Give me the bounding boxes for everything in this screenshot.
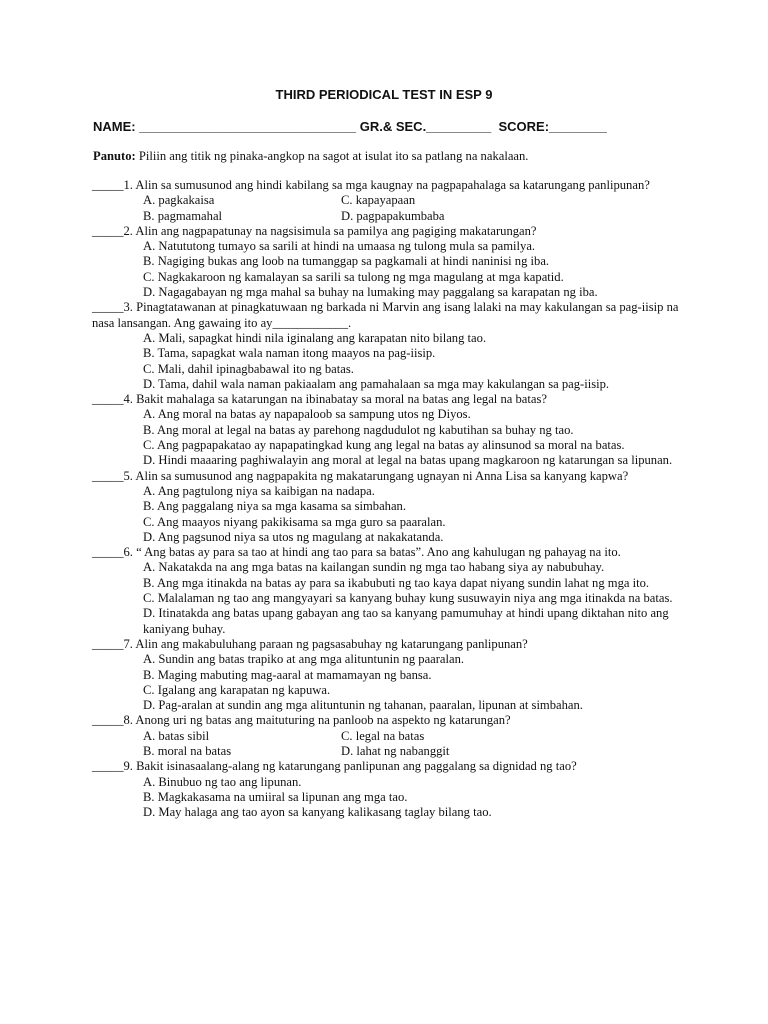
choice-option: B. Tama, sapagkat wala naman itong maayos na pag-iisip. <box>143 346 436 361</box>
choice-option: D. Ang pagsunod niya sa utos ng magulang at nakakatanda. <box>143 529 444 544</box>
choice-option: B. Ang mga itinakda na batas ay para sa ikabubuti ng tao kaya dapat niyang sundin lahat ng mga ito. <box>143 575 650 590</box>
question-stem: _____4. Bakit mahalaga sa katarungan na ibinabatay sa moral na batas ang legal na batas? <box>92 392 547 407</box>
instructions-label: Panuto: <box>93 149 136 163</box>
question-item <box>92 637 682 713</box>
choice-list <box>143 239 682 300</box>
choice-option: C. Igalang ang karapatan ng kapuwa. <box>143 682 331 697</box>
question-stem: _____2. Alin ang nagpapatunay na nagsisimula sa pamilya ang pagiging makatarungan? <box>92 223 537 238</box>
question-item <box>92 469 682 545</box>
question-stem: _____8. Anong uri ng batas ang maituturing na panloob na aspekto ng katarungan? <box>92 713 511 728</box>
page-title: THIRD PERIODICAL TEST IN ESP 9 <box>275 87 493 102</box>
choice-option: D. Itinatakda ang batas upang gabayan ang tao sa kanyang pamumuhay at hindi upang diktahan nito ang kaniyang buhay. <box>143 606 669 636</box>
choice-option: A. Mali, sapagkat hindi nila iginalang ang karapatan nito bilang tao. <box>143 330 487 345</box>
choice-list <box>143 775 682 821</box>
choice-option: A. Ang moral na batas ay napapaloob sa sampung utos ng Diyos. <box>143 407 471 422</box>
choice-option: B. pagmamahal <box>143 208 223 223</box>
choice-option: B. Nagiging bukas ang loob na tumanggap sa pagkamali at hindi naninisi ng iba. <box>143 254 550 269</box>
choice-option: D. Tama, dahil wala naman pakiaalam ang pamahalaan sa mga may kakulangan sa pag-iisip. <box>143 376 610 391</box>
choice-list <box>143 407 682 468</box>
choice-option: A. Binubuo ng tao ang lipunan. <box>143 774 302 789</box>
choice-grid <box>143 729 682 760</box>
question-item <box>92 545 682 637</box>
choice-option: D. pagpapakumbaba <box>341 208 445 223</box>
instructions-text: Piliin ang titik ng pinaka-angkop na sagot at isulat ito sa patlang na nakalaan. <box>135 149 529 163</box>
question-stem: _____9. Bakit isinasaalang-alang ng katarungang panlipunan ang paggalang sa dignidad ng tao? <box>92 759 577 774</box>
choice-option: A. pagkakaisa <box>143 193 215 208</box>
choice-option: C. Ang pagpapakatao ay napapatingkad kung ang legal na batas ay alinsunod sa moral na batas. <box>143 438 625 453</box>
question-stem: _____7. Alin ang makabuluhang paraan ng pagsasabuhay ng katarungang panlipunan? <box>92 636 528 651</box>
choice-list <box>143 652 682 713</box>
choice-list <box>143 331 682 392</box>
question-item <box>92 224 682 300</box>
instructions <box>93 149 693 164</box>
choice-option: A. Ang pagtulong niya sa kaibigan na nadapa. <box>143 483 375 498</box>
question-stem: _____5. Alin sa sumusunod ang nagpapakita ng makatarungang ugnayan ni Anna Lisa sa kanyang kapwa? <box>92 468 629 483</box>
choice-option: D. May halaga ang tao ayon sa kanyang kalikasang taglay bilang tao. <box>143 805 492 820</box>
choice-option: C. kapayapaan <box>341 193 416 208</box>
question-stem: _____1. Alin sa sumusunod ang hindi kabilang sa mga kaugnay na pagpapahalaga sa katarungang panlipunan? <box>92 178 650 192</box>
student-info-header: NAME: ______________________________ GR.& SEC._________ SCORE:________ <box>93 119 607 134</box>
choice-option: C. Malalaman ng tao ang mangyayari sa kanyang buhay kung susuwayin niya ang mga itinakda na batas. <box>143 591 673 606</box>
choice-option: C. Nagkakaroon ng kamalayan sa sarili sa tulong ng mga magulang at mga kapatid. <box>143 269 564 284</box>
question-item <box>92 713 682 759</box>
choice-list <box>143 484 682 545</box>
choice-option: A. Nakatakda na ang mga batas na kailangan sundin ng mga tao habang siya ay nabubuhay. <box>143 560 605 575</box>
choice-option: B. Maging mabuting mag-aaral at mamamayan ng bansa. <box>143 667 432 682</box>
question-item <box>92 178 682 224</box>
choice-option: B. Magkakasama na umiiral sa lipunan ang mga tao. <box>143 789 408 804</box>
question-stem: _____3. Pinagtatawanan at pinagkatuwaan ng barkada ni Marvin ang isang lalaki na may kakulangan sa pag-iisip na nasa lansangan. Ang gawaing ito ay____________. <box>92 300 679 330</box>
choice-option: D. Pag-aralan at sundin ang mga alituntunin ng tahanan, paaralan, lipunan at simbahan. <box>143 698 583 713</box>
choice-option: D. Hindi maaaring paghiwalayin ang moral at legal na batas upang magkaroon ng katarungan sa lipunan. <box>143 453 673 468</box>
choice-option: C. Mali, dahil ipinagbabawal ito ng batas. <box>143 361 354 376</box>
question-item <box>92 300 682 392</box>
choice-option: A. Natututong tumayo sa sarili at hindi na umaasa ng tulong mula sa pamilya. <box>143 239 536 254</box>
question-item <box>92 759 682 820</box>
choice-option: B. moral na batas <box>143 743 232 758</box>
choice-grid <box>143 193 682 224</box>
choice-option: A. batas sibil <box>143 728 210 743</box>
choice-option: B. Ang moral at legal na batas ay parehong nagdudulot ng kabutihan sa buhay ng tao. <box>143 422 574 437</box>
question-item <box>92 392 682 468</box>
choice-option: D. Nagagabayan ng mga mahal sa buhay na lumaking may paggalang sa karapatan ng iba. <box>143 285 598 300</box>
choice-option: C. legal na batas <box>341 728 425 743</box>
question-stem: _____6. “ Ang batas ay para sa tao at hindi ang tao para sa batas”. Ano ang kahulugan ng pahayag na ito. <box>92 545 621 560</box>
choice-option: A. Sundin ang batas trapiko at ang mga alituntunin ng paaralan. <box>143 652 465 667</box>
question-list <box>92 178 682 820</box>
choice-option: C. Ang maayos niyang pakikisama sa mga guro sa paaralan. <box>143 514 446 529</box>
choice-option: D. lahat ng nabanggit <box>341 743 450 758</box>
choice-list <box>143 560 682 636</box>
choice-option: B. Ang paggalang niya sa mga kasama sa simbahan. <box>143 499 407 514</box>
